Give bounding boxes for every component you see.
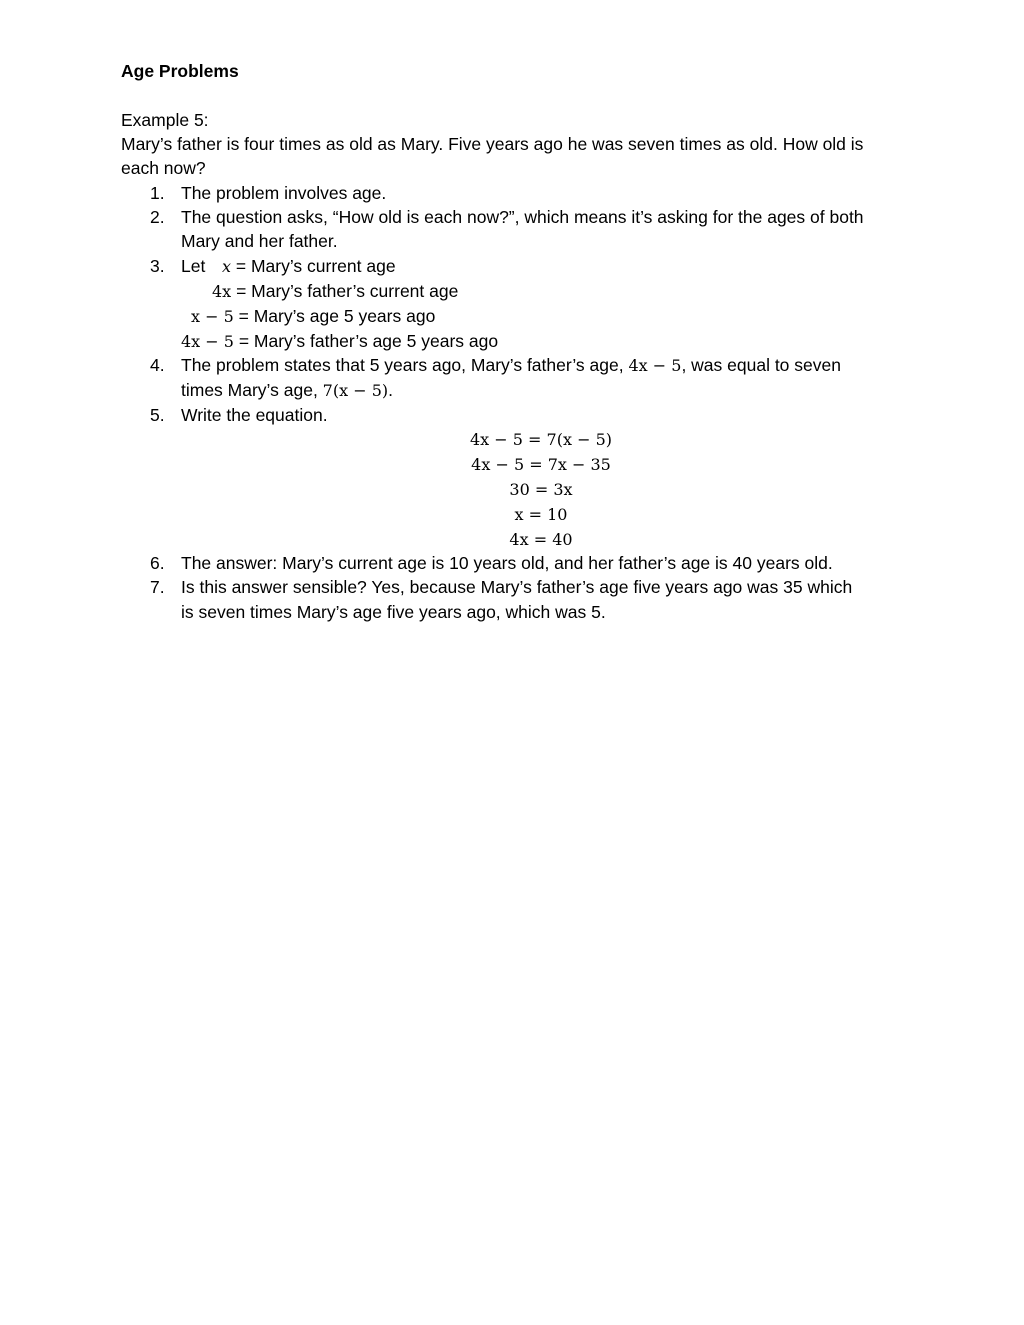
step-2-number: 2. xyxy=(150,207,165,227)
step-4-text-part: The problem states that 5 years ago, Mary’s father’s age, xyxy=(181,355,629,375)
step-1-number: 1. xyxy=(150,183,165,203)
equation-line: 4x = 40 xyxy=(509,530,573,549)
equation-line: 30 = 3x xyxy=(509,480,573,499)
variable-definition-row xyxy=(181,329,498,353)
step-6-number: 6. xyxy=(150,553,165,573)
step-4-text-line-2 xyxy=(181,378,393,402)
problem-statement-line-1: Mary’s father is four times as old as Mary. Five years ago he was seven times as old. How old is xyxy=(121,134,864,154)
variable-description: = Mary’s current age xyxy=(231,256,396,276)
step-3-let-word: Let xyxy=(181,256,206,276)
variable-definition-row xyxy=(222,254,396,278)
step-5-number: 5. xyxy=(150,405,165,425)
variable-expression xyxy=(222,257,231,276)
document-heading: Age Problems xyxy=(121,61,239,81)
step-4-text-part: times Mary’s age, xyxy=(181,380,323,400)
step-7-text-line-1: Is this answer sensible? Yes, because Mary’s father’s age five years ago was 35 which xyxy=(181,577,853,597)
step-1-text: The problem involves age. xyxy=(181,183,387,203)
variable-expression: x − 5 xyxy=(191,307,234,326)
math-expression: 7(x − 5) xyxy=(322,381,389,400)
variable-definition-row xyxy=(191,304,435,328)
step-6-text: The answer: Mary’s current age is 10 years old, and her father’s age is 40 years old. xyxy=(181,553,833,573)
equation-line: 4x − 5 = 7x − 35 xyxy=(471,455,611,474)
step-2-text-line-1: The question asks, “How old is each now?”, which means it’s asking for the ages of both xyxy=(181,207,864,227)
math-expression: 4x − 5 xyxy=(628,356,682,375)
variable-expression: 4x xyxy=(212,282,232,301)
problem-statement-line-2: each now? xyxy=(121,158,206,178)
step-5-text: Write the equation. xyxy=(181,405,328,425)
step-7-text-line-2: is seven times Mary’s age five years ago, which was 5. xyxy=(181,602,606,622)
step-2-text-line-2: Mary and her father. xyxy=(181,231,338,251)
variable-description: = Mary’s father’s current age xyxy=(231,281,459,301)
step-3-number: 3. xyxy=(150,256,165,276)
variable-definition-row xyxy=(212,279,458,303)
step-7-number: 7. xyxy=(150,577,165,597)
variable-description: = Mary’s age 5 years ago xyxy=(233,306,436,326)
step-4-text-part: , was equal to seven xyxy=(681,355,841,375)
variable-expression: 4x − 5 xyxy=(181,332,234,351)
equation-line: x = 10 xyxy=(514,505,568,524)
step-4-text-line-1 xyxy=(181,353,841,377)
example-label: Example 5: xyxy=(121,110,209,130)
step-4-number: 4. xyxy=(150,355,165,375)
equation-line: 4x − 5 = 7(x − 5) xyxy=(470,430,612,449)
math-expression: x xyxy=(222,257,232,276)
variable-description: = Mary’s father’s age 5 years ago xyxy=(233,331,499,351)
step-4-text-part: . xyxy=(388,380,393,400)
